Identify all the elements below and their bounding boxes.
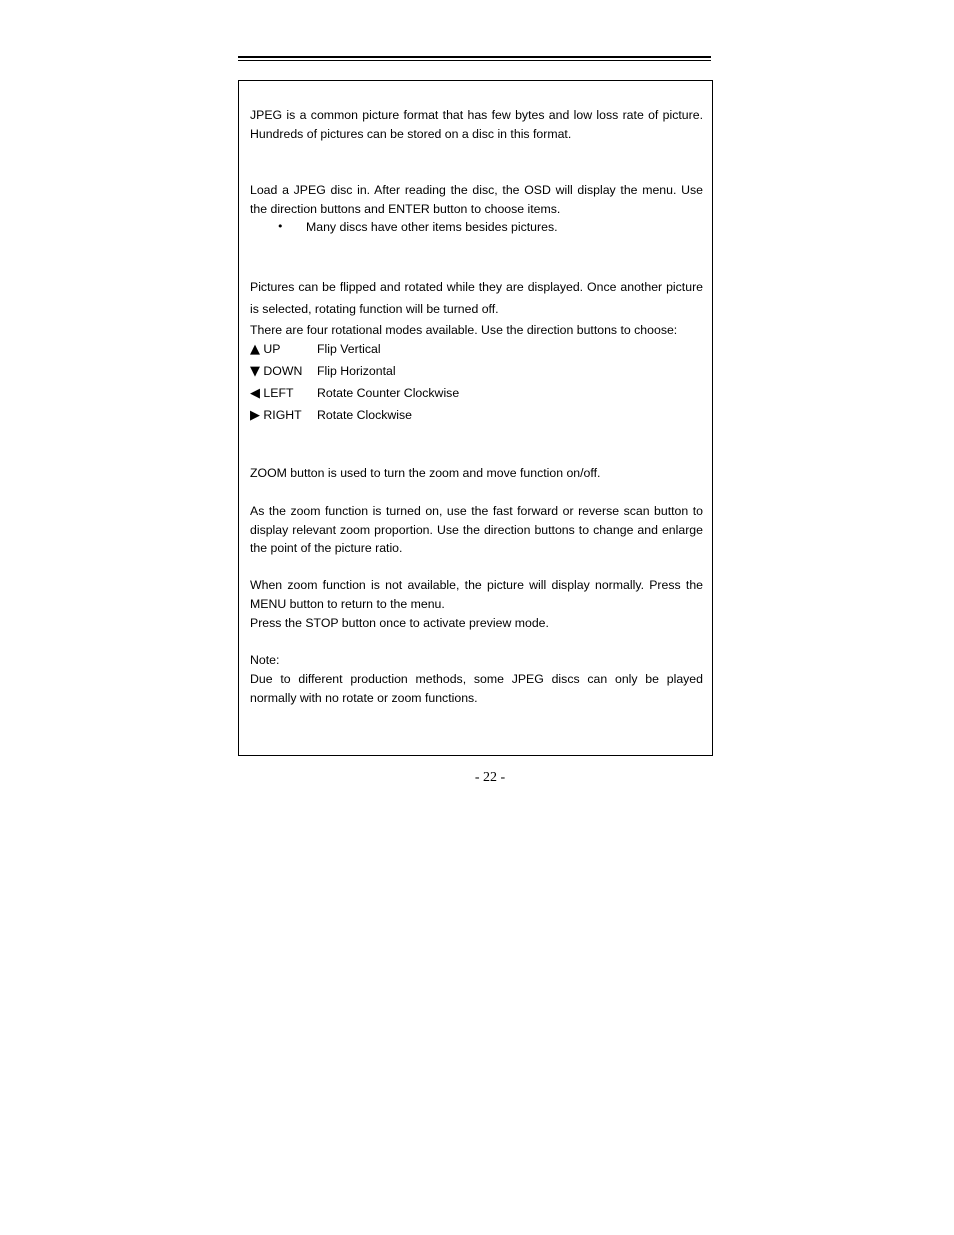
page-number: - 22 - <box>474 770 506 785</box>
load-bullet-item: Many discs have other items besides pictures. <box>306 220 558 234</box>
header-rule-thick <box>238 56 711 58</box>
note-text: Due to different production methods, some JPEG discs can only be played normally with no rotate or zoom functions. <box>250 672 703 705</box>
mode-description: Rotate Clockwise <box>317 408 412 422</box>
load-paragraph: Load a JPEG disc in. After reading the disc, the OSD will display the menu. Use the direction buttons and ENTER button to choose items. <box>250 183 703 216</box>
up-arrow-icon: ▲ <box>250 342 260 357</box>
rotate-paragraph: Pictures can be flipped and rotated while they are displayed. Once another picture is selected, rotating function will be turned off. <box>250 280 703 316</box>
mode-description: Rotate Counter Clockwise <box>317 386 460 400</box>
mode-description: Flip Vertical <box>317 342 381 356</box>
rotate-modes-intro: There are four rotational modes available. Use the direction buttons to choose: <box>250 323 678 337</box>
header-rule-thin <box>238 60 711 61</box>
note-label: Note: <box>250 653 280 667</box>
zoom-paragraph-4: Press the STOP button once to activate preview mode. <box>250 616 549 630</box>
intro-paragraph: JPEG is a common picture format that has few bytes and low loss rate of picture. Hundreds of pictures can be stored on a disc in this format. <box>250 108 703 141</box>
bullet-icon: • <box>277 220 284 233</box>
right-arrow-icon: ▶ <box>250 408 260 423</box>
zoom-paragraph-2: As the zoom function is turned on, use the fast forward or reverse scan button to display relevant zoom proportion. Use the direction buttons to change and enlarge the point of the picture ratio. <box>250 504 703 555</box>
zoom-paragraph-1: ZOOM button is used to turn the zoom and move function on/off. <box>250 466 601 480</box>
mode-key-label: UP <box>263 342 281 356</box>
zoom-paragraph-3: When zoom function is not available, the picture will display normally. Press the MENU button to return to the menu. <box>250 578 703 611</box>
mode-key-label: RIGHT <box>263 408 302 422</box>
mode-key-label: DOWN <box>263 364 303 378</box>
left-arrow-icon: ◀ <box>250 386 260 401</box>
mode-key-label: LEFT <box>263 386 294 400</box>
down-arrow-icon: ▼ <box>250 364 260 379</box>
mode-description: Flip Horizontal <box>317 364 396 378</box>
